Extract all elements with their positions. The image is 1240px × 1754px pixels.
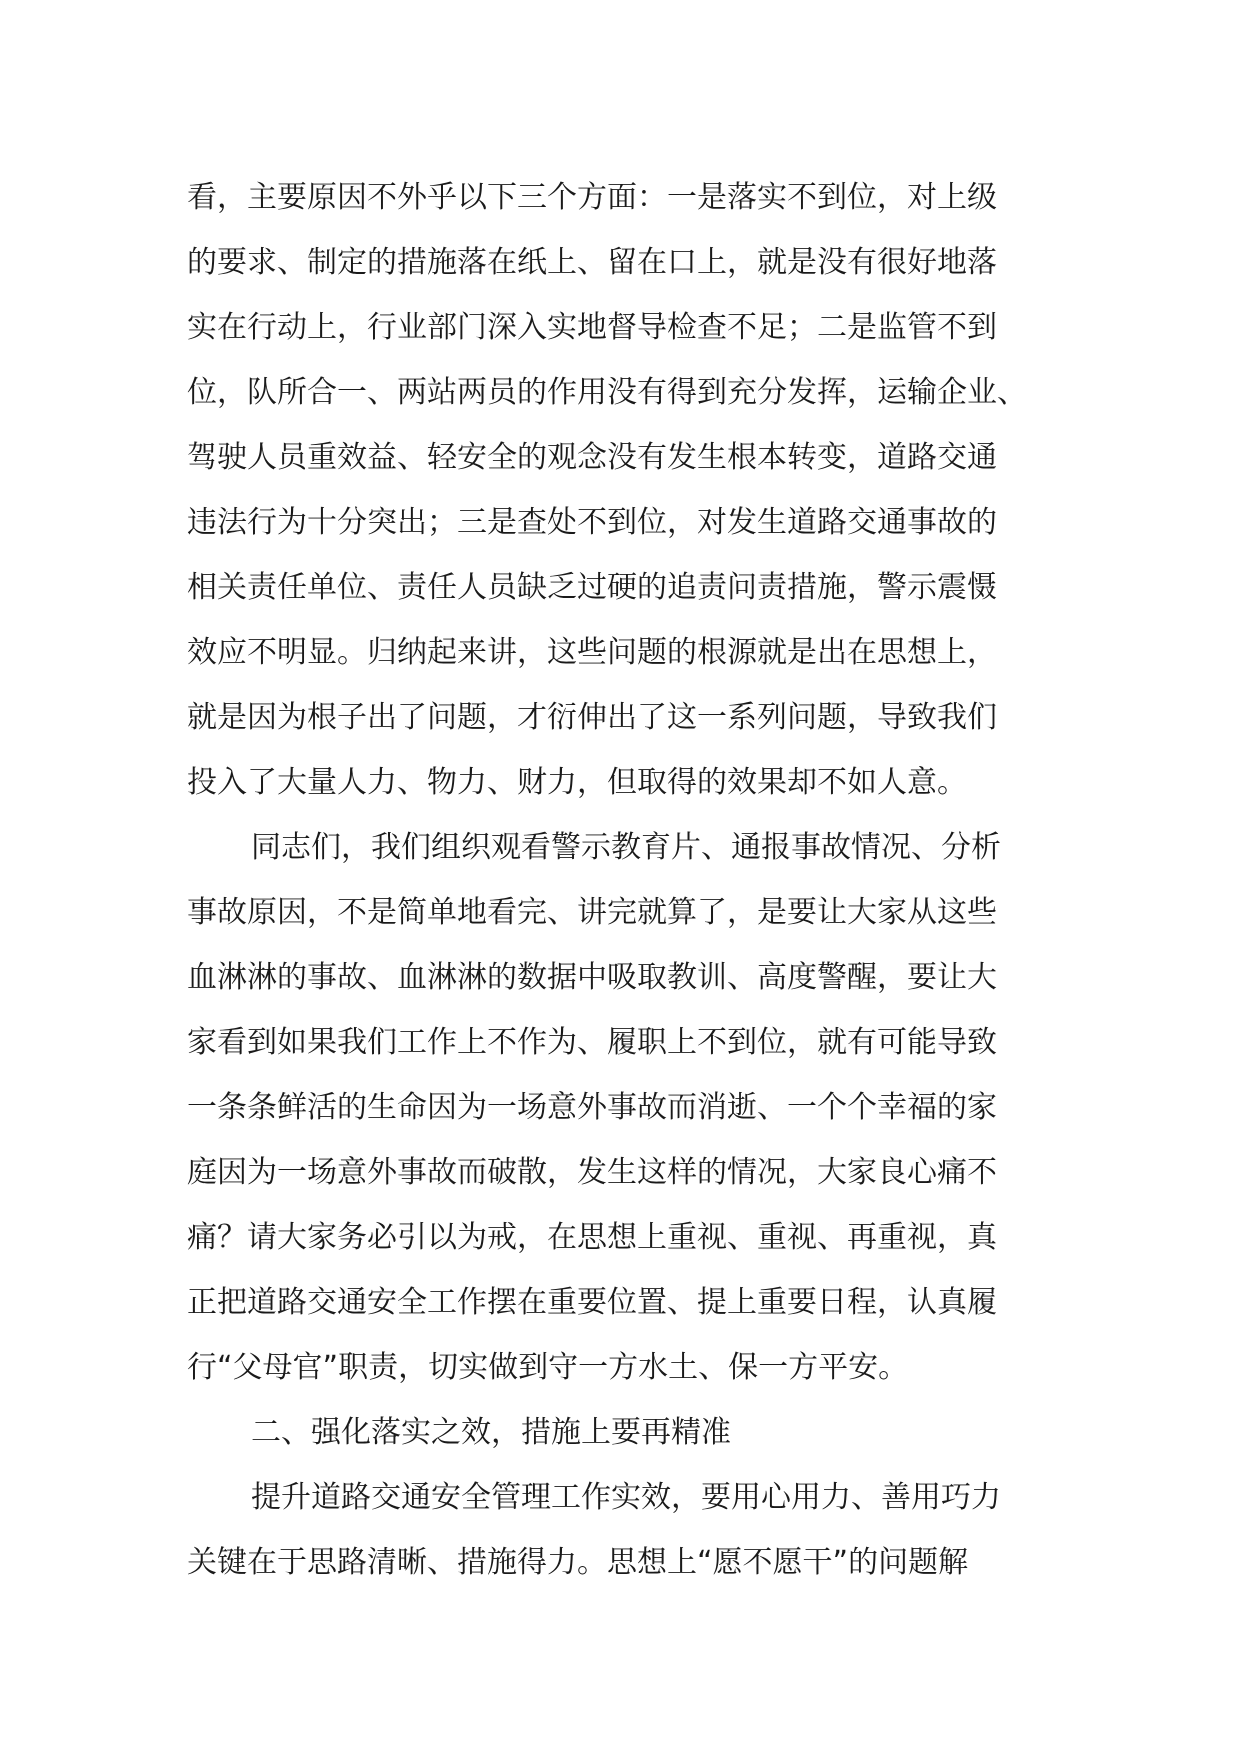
text-line: 痛？请大家务必引以为戒，在思想上重视、重视、再重视，真 — [187, 1220, 997, 1255]
text-line: 一条条鲜活的生命因为一场意外事故而消逝、一个个幸福的家 — [187, 1090, 997, 1125]
text-line: 关键在于思路清晰、措施得力。思想上“愿不愿干”的问题解 — [187, 1545, 969, 1580]
text-line: 事故原因，不是简单地看完、讲完就算了，是要让大家从这些 — [187, 895, 997, 930]
text-line: 庭因为一场意外事故而破散，发生这样的情况，大家良心痛不 — [187, 1155, 997, 1190]
text-line: 相关责任单位、责任人员缺乏过硬的追责问责措施，警示震慑 — [187, 570, 997, 605]
paragraph-start-line: 同志们，我们组织观看警示教育片、通报事故情况、分析 — [251, 830, 1001, 865]
text-line: 违法行为十分突出；三是查处不到位，对发生道路交通事故的 — [187, 505, 997, 540]
text-line: 实在行动上，行业部门深入实地督导检查不足；二是监管不到 — [187, 310, 997, 345]
text-line: 位，队所合一、两站两员的作用没有得到充分发挥，运输企业、 — [187, 375, 1027, 410]
document-body — [187, 165, 1067, 1595]
text-line: 家看到如果我们工作上不作为、履职上不到位，就有可能导致 — [187, 1025, 997, 1060]
text-line: 行“父母官”职责，切实做到守一方水土、保一方平安。 — [187, 1350, 909, 1385]
text-line: 看，主要原因不外乎以下三个方面：一是落实不到位，对上级 — [187, 180, 997, 215]
section-heading: 二、强化落实之效，措施上要再精准 — [251, 1415, 731, 1450]
text-line: 血淋淋的事故、血淋淋的数据中吸取教训、高度警醒，要让大 — [187, 960, 997, 995]
text-line: 投入了大量人力、物力、财力，但取得的效果却不如人意。 — [187, 765, 967, 800]
paragraph-start-line: 提升道路交通安全管理工作实效，要用心用力、善用巧力 — [251, 1480, 1001, 1515]
text-line: 正把道路交通安全工作摆在重要位置、提上重要日程，认真履 — [187, 1285, 997, 1320]
text-line: 驾驶人员重效益、轻安全的观念没有发生根本转变，道路交通 — [187, 440, 997, 475]
text-line: 就是因为根子出了问题，才衍伸出了这一系列问题，导致我们 — [187, 700, 997, 735]
text-line: 的要求、制定的措施落在纸上、留在口上，就是没有很好地落 — [187, 245, 997, 280]
text-line: 效应不明显。归纳起来讲，这些问题的根源就是出在思想上， — [187, 635, 997, 670]
